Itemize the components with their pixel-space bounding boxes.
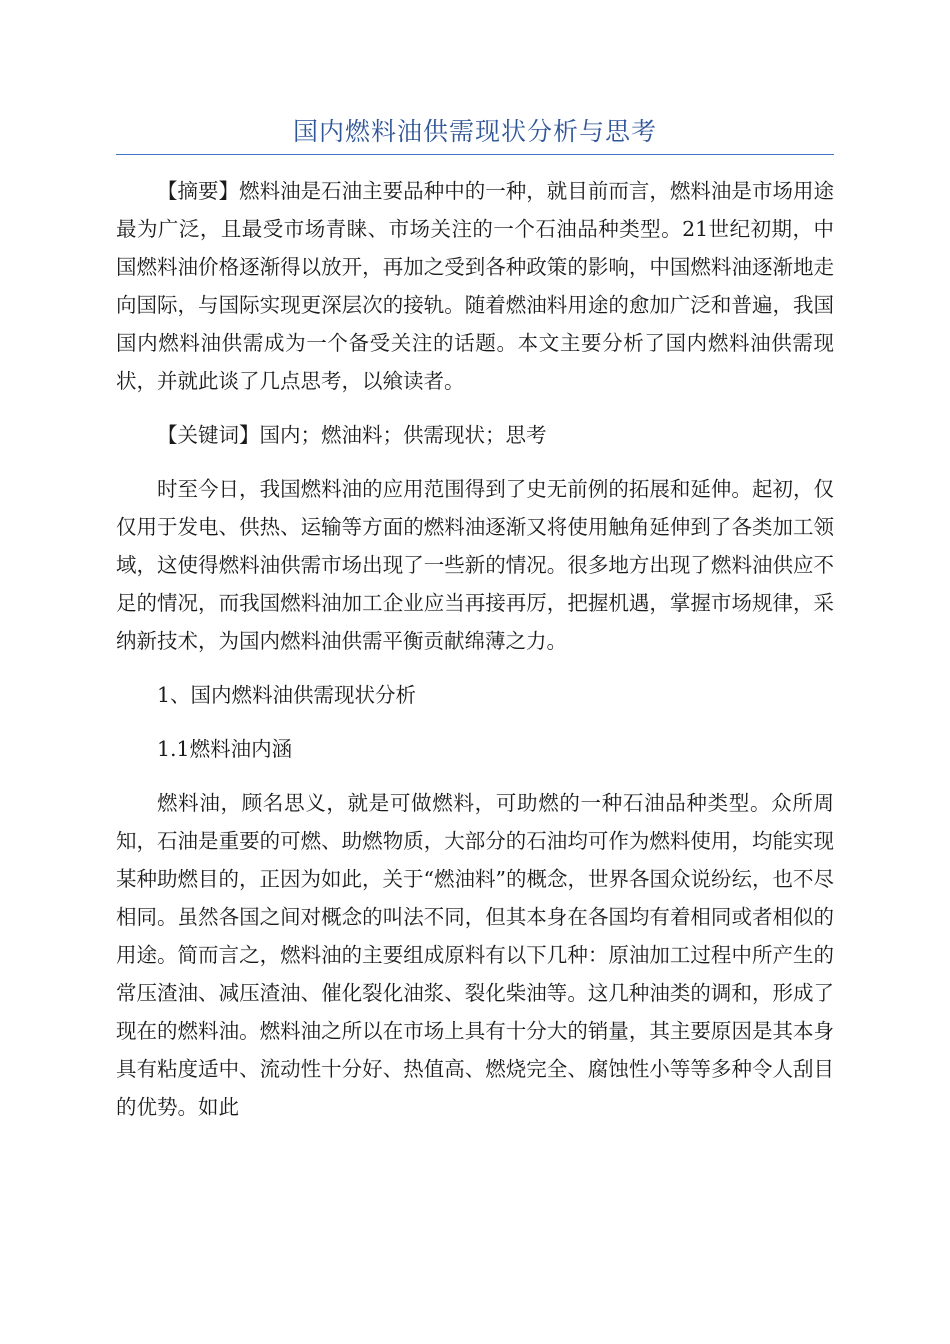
section-1-1-paragraph: 燃料油，顾名思义，就是可做燃料，可助燃的一种石油品种类型。众所周知，石油是重要的可燃、助燃物质，大部分的石油均可作为燃料使用，均能实现某种助燃目的，正因为如此，关于“燃油料”的概念，世界各国众说纷纭，也不尽相同。虽然各国之间对概念的叫法不同，但其本身在各国均有着相同或者相似的用途。简而言之，燃料油的主要组成原料有以下几种：原油加工过程中所产生的常压渣油、减压渣油、催化裂化油浆、裂化柴油等。这几种油类的调和，形成了现在的燃料油。燃料油之所以在市场上具有十分大的销量，其主要原因是其本身具有粘度适中、流动性十分好、热值高、燃烧完全、腐蚀性小等等多种令人刮目的优势。如此 xyxy=(116,791,834,1119)
title-underline xyxy=(116,154,834,155)
keywords-paragraph: 【关键词】国内；燃油料；供需现状；思考 xyxy=(157,423,547,447)
section-1-1-heading: 1.1燃料油内涵 xyxy=(157,737,293,761)
section-1-heading: 1、国内燃料油供需现状分析 xyxy=(157,683,417,707)
abstract-paragraph: 【摘要】燃料油是石油主要品种中的一种，就目前而言，燃料油是市场用途最为广泛，且最受市场青睐、市场关注的一个石油品种类型。21世纪初期，中国燃料油价格逐渐得以放开，再加之受到各种政策的影响，中国燃料油逐渐地走向国际，与国际实现更深层次的接轨。随着燃油料用途的愈加广泛和普遍，我国国内燃料油供需成为一个备受关注的话题。本文主要分析了国内燃料油供需现状，并就此谈了几点思考，以飨读者。 xyxy=(116,179,834,393)
intro-paragraph: 时至今日，我国燃料油的应用范围得到了史无前例的拓展和延伸。起初，仅仅用于发电、供热、运输等方面的燃料油逐渐又将使用触角延伸到了各类加工领域，这使得燃料油供需市场出现了一些新的情况。很多地方出现了燃料油供应不足的情况，而我国燃料油加工企业应当再接再厉，把握机遇，掌握市场规律，采纳新技术，为国内燃料油供需平衡贡献绵薄之力。 xyxy=(116,477,834,653)
document-body xyxy=(116,172,834,1142)
document-title: 国内燃料油供需现状分析与思考 xyxy=(292,117,657,146)
